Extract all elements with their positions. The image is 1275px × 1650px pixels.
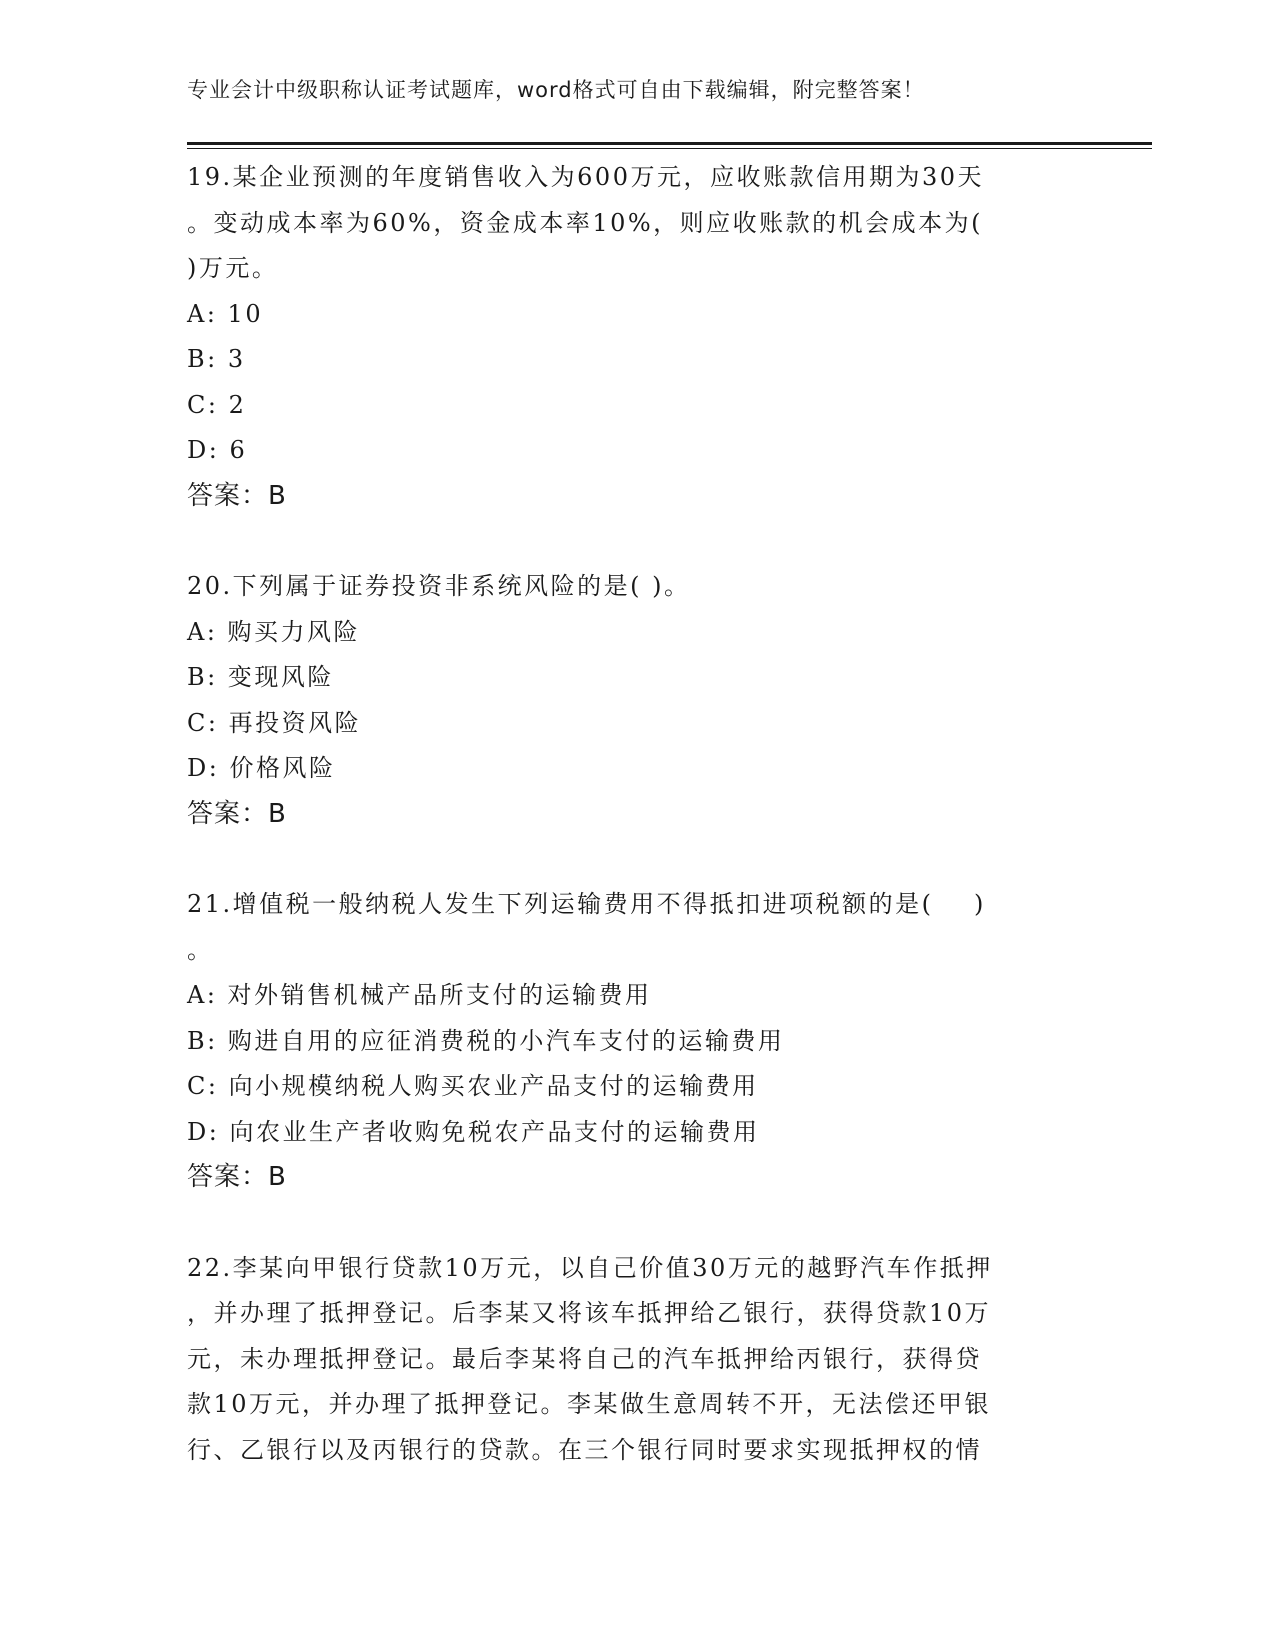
option-c: C: 向小规模纳税人购买农业产品支付的运输费用 — [187, 1072, 759, 1100]
option-a: A: 对外销售机械产品所支付的运输费用 — [187, 981, 652, 1009]
header-rule-thick — [187, 142, 1152, 145]
question-19 — [187, 155, 1077, 519]
question-21 — [187, 882, 1077, 1201]
question-text: 19.某企业预测的年度销售收入为600万元，应收账款信用期为30天 — [187, 163, 985, 191]
option-a: A: 10 — [187, 299, 264, 328]
header-rule-thin — [187, 148, 1152, 149]
option-b: B: 3 — [187, 345, 246, 373]
option-c: C: 2 — [187, 390, 247, 419]
question-text: 。变动成本率为60%，资金成本率10%，则应收账款的机会成本为( — [187, 208, 984, 237]
option-d: D: 向农业生产者收购免税农产品支付的运输费用 — [187, 1117, 760, 1146]
answer-label: 答案：B — [187, 480, 287, 511]
question-20 — [187, 564, 1077, 837]
option-c: C: 再投资风险 — [187, 708, 362, 737]
answer-label: 答案：B — [187, 1162, 287, 1192]
question-text: 行、乙银行以及丙银行的贷款。在三个银行同时要求实现抵押权的情 — [187, 1435, 982, 1464]
question-text: 款10万元，并办理了抵押登记。李某做生意周转不开，无法偿还甲银 — [187, 1390, 992, 1418]
page-header: 专业会计中级职称认证考试题库，word格式可自由下载编辑，附完整答案！ — [187, 78, 925, 102]
option-a: A: 购买力风险 — [187, 617, 361, 646]
question-22 — [187, 1246, 1077, 1474]
question-text: 。 — [187, 935, 214, 964]
option-d: D: 6 — [187, 436, 248, 464]
question-text: ，并办理了抵押登记。后李某又将该车抵押给乙银行，获得贷款10万 — [187, 1299, 992, 1327]
answer-label: 答案：B — [187, 798, 287, 829]
option-d: D: 价格风险 — [187, 754, 336, 782]
option-b: B: 变现风险 — [187, 663, 334, 691]
question-text: )万元。 — [187, 254, 279, 282]
question-text: 20.下列属于证券投资非系统风险的是( )。 — [187, 572, 691, 600]
option-b: B: 购进自用的应征消费税的小汽车支付的运输费用 — [187, 1026, 785, 1055]
question-list — [187, 155, 1077, 1518]
question-text: 21.增值税一般纳税人发生下列运输费用不得抵扣进项税额的是( ) — [187, 890, 986, 918]
question-text: 22.李某向甲银行贷款10万元，以自己价值30万元的越野汽车作抵押 — [187, 1253, 993, 1282]
question-text: 元，未办理抵押登记。最后李某将自己的汽车抵押给丙银行，获得贷 — [187, 1344, 982, 1373]
